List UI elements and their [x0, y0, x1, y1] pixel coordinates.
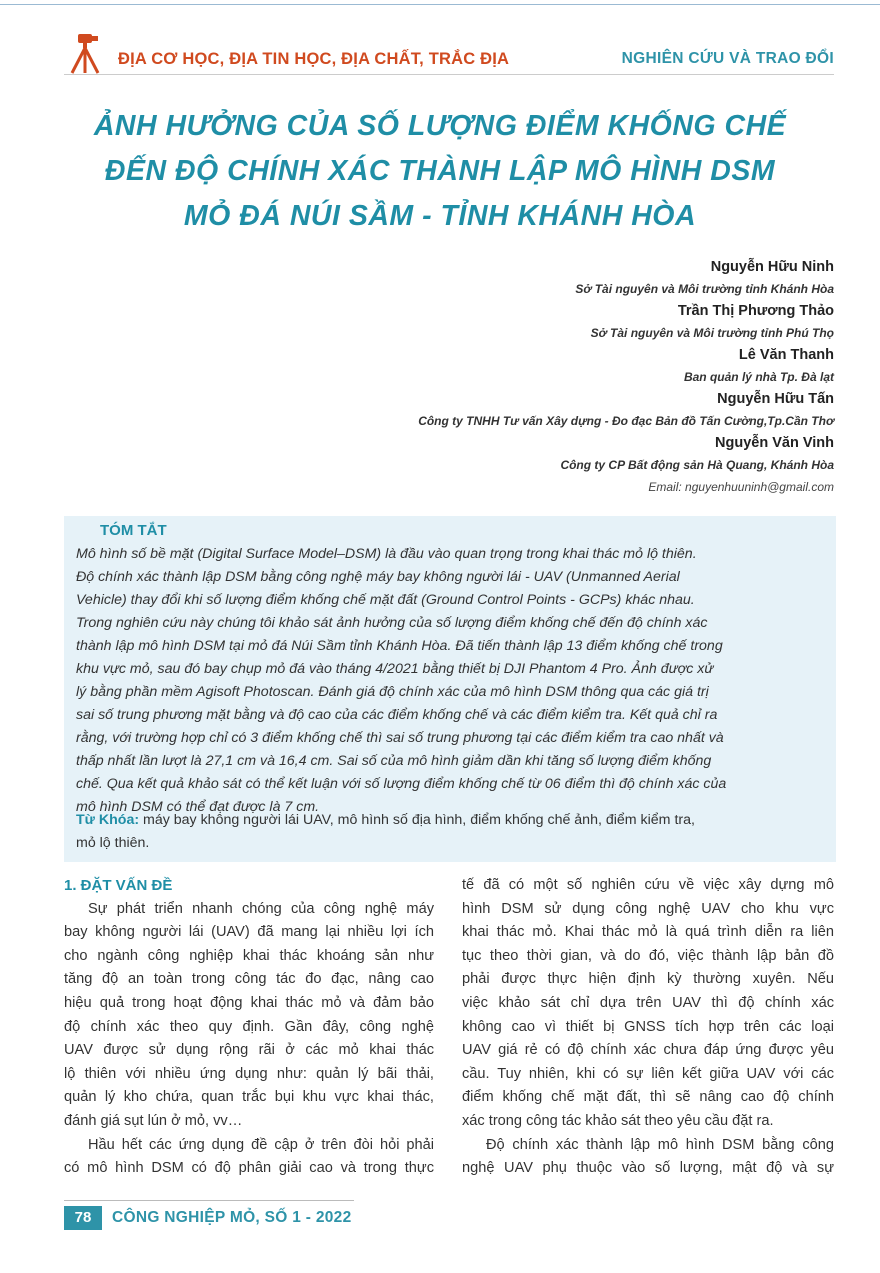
abstract-line: thấp nhất lần lượt là 27,1 cm và 16,4 cm. Sai số của mô hình giảm dần khi tăng số lượng điểm khống: [76, 753, 712, 769]
body-line: tục theo thời gian, và do đó, việc thành lập bản đồ: [462, 947, 834, 964]
abstract-text: [76, 543, 832, 819]
body-line: Hầu hết các ứng dụng đề cập ở trên đòi hỏi phải: [88, 1136, 434, 1153]
author-name: Trần Thị Phương Thảo: [677, 303, 834, 319]
page-number: 78: [64, 1206, 102, 1230]
header-divider: [64, 74, 834, 75]
keywords-text: máy bay không người lái UAV, mô hình số địa hình, điểm khống chế ảnh, điểm kiểm tra,: [139, 812, 695, 828]
body-line: điểm khống chế mặt đất, thì sẽ nâng cao độ chính: [462, 1089, 834, 1106]
author-name: Nguyễn Hữu Ninh: [710, 259, 834, 275]
body-line: hình DSM sử dụng công nghệ UAV cho khu vực: [462, 900, 834, 917]
author-name: Lê Văn Thanh: [738, 347, 834, 363]
journal-name: CÔNG NGHIỆP MỎ, SỐ 1 - 2022: [112, 1209, 352, 1226]
abstract-line: rằng, với trường hợp chỉ có 3 điểm khống chế thì sai số trung phương tại các điểm kiểm tra cao nhất và: [76, 730, 724, 746]
footer-divider: [64, 1200, 354, 1201]
abstract-heading: TÓM TẮT: [100, 522, 167, 539]
body-line: không cao vì thiết bị GNSS tích hợp trên các loại: [462, 1018, 834, 1035]
body-line: Sự phát triển nhanh chóng của công nghệ máy: [88, 900, 434, 917]
title-line: ẢNH HƯỞNG CỦA SỐ LƯỢNG ĐIỂM KHỐNG CHẾ: [93, 110, 787, 142]
abstract-line: thành lập mô hình DSM tại mỏ đá Núi Sầm tỉnh Khánh Hòa. Đã tiến thành lập 13 điểm khống chế trong: [76, 638, 723, 654]
body-line: tế đã có một số nghiên cứu về việc xây dựng mô: [462, 877, 834, 893]
abstract-line: Độ chính xác thành lập DSM bằng công nghệ máy bay không người lái - UAV (Unmanned Aerial: [76, 569, 680, 585]
body-line: hiệu quả trong hoạt động khai thác mỏ và đảm bảo: [64, 994, 434, 1011]
article-title: [40, 104, 840, 239]
body-line: việc khảo sát chỉ dựa trên UAV thì độ chính xác: [462, 994, 834, 1011]
keywords-label: Từ Khóa:: [76, 812, 140, 828]
abstract-line: mô hình DSM có thể đạt được là 7 cm.: [76, 799, 320, 815]
abstract-line: Mô hình số bề mặt (Digital Surface Model–DSM) là đầu vào quan trọng trong khai thác mỏ lộ thiên.: [76, 546, 697, 562]
body-line: tăng độ an toàn trong công tác đo đạc, nâng cao: [64, 971, 434, 988]
abstract-line: Vehicle) thay đổi khi số lượng điểm khống chế mặt đất (Ground Control Points - GCPs) khác nhau.: [76, 592, 695, 608]
section-type-label: NGHIÊN CỨU VÀ TRAO ĐỔI: [621, 50, 834, 67]
author-affiliation: Công ty TNHH Tư vấn Xây dựng - Đo đạc Bản đồ Tấn Cường,Tp.Cần Thơ: [418, 414, 834, 428]
abstract-line: chế. Qua kết quả khảo sát có thể kết luận với số lượng điểm khống chế từ 06 điểm thì độ chính xác của: [76, 776, 727, 792]
body-line: cầu. Tuy nhiên, khi có sự liên kết giữa UAV với các: [462, 1065, 834, 1082]
body-line: UAV giá rẻ có độ chính xác chưa đáp ứng được yêu: [462, 1042, 834, 1059]
body-line: quản lý kho chứa, quan trắc bụi khu vực khai thác,: [64, 1089, 434, 1106]
keywords: [76, 809, 832, 855]
body-line: cho ngành công nghiệp khai thác khoáng sản như: [64, 947, 434, 964]
body-column-right: [462, 874, 834, 1181]
body-line: nghệ UAV phụ thuộc vào số lượng, mật độ và sự: [462, 1160, 834, 1177]
body-line: bay không người lái (UAV) đã mang lại nhiều lợi ích: [64, 924, 434, 941]
abstract-line: khu vực mỏ, sau đó bay chụp mỏ đá vào tháng 4/2021 bằng thiết bị DJI Phantom 4 Pro. Ảnh được xử: [76, 661, 714, 677]
body-line: đánh giá sụt lún ở mỏ, vv…: [64, 1112, 243, 1129]
author-name: Nguyễn Văn Vinh: [715, 435, 834, 451]
section-category-label: ĐỊA CƠ HỌC, ĐỊA TIN HỌC, ĐỊA CHẤT, TRẮC ĐỊA: [118, 50, 510, 68]
author-email: Email: nguyenhuuninh@gmail.com: [648, 480, 834, 494]
abstract-line: lý bằng phần mềm Agisoft Photoscan. Đánh giá độ chính xác của mô hình DSM thông qua các giá trị: [76, 684, 709, 700]
author-list: [194, 256, 834, 498]
body-line: phải được thực hiện định kỳ thường xuyên. Nếu: [462, 971, 834, 988]
author-affiliation: Công ty CP Bất động sản Hà Quang, Khánh Hòa: [560, 458, 834, 472]
abstract-line: sai số trung phương mặt bằng và độ cao của các điểm khống chế và các điểm kiểm tra. Kết quả chỉ ra: [76, 707, 718, 723]
body-column-left: [64, 874, 434, 1181]
author-affiliation: Sở Tài nguyên và Môi trường tỉnh Phú Thọ: [590, 326, 834, 340]
body-line: Độ chính xác thành lập mô hình DSM bằng công: [486, 1136, 834, 1153]
title-line: ĐẾN ĐỘ CHÍNH XÁC THÀNH LẬP MÔ HÌNH DSM: [104, 155, 776, 187]
top-border-line: [0, 4, 880, 5]
title-line: MỎ ĐÁ NÚI SẦM - TỈNH KHÁNH HÒA: [183, 200, 697, 232]
section-heading: 1. ĐẶT VẤN ĐỀ: [64, 877, 173, 894]
abstract-line: Trong nghiên cứu này chúng tôi khảo sát ảnh hưởng của số lượng điểm khống chế đến độ chính xác: [76, 615, 708, 631]
body-line: có mô hình DSM có độ phân giải cao và trong thực: [64, 1160, 434, 1177]
body-line: khai thác mỏ. Khai thác mỏ là quá trình diễn ra liên: [462, 924, 834, 941]
body-line: lộ thiên với nhiều ứng dụng như: quản lý bãi thải,: [64, 1065, 434, 1082]
author-affiliation: Ban quản lý nhà Tp. Đà lạt: [683, 370, 834, 384]
author-affiliation: Sở Tài nguyên và Môi trường tỉnh Khánh Hòa: [575, 282, 834, 296]
body-line: UAV được sử dụng rộng rãi ở các mỏ khai thác: [64, 1042, 434, 1059]
author-name: Nguyễn Hữu Tấn: [717, 391, 834, 407]
surveying-tripod-icon: [64, 30, 110, 74]
body-line: độ chính xác theo quy định. Gần đây, công nghệ: [64, 1018, 434, 1035]
body-line: xác trong công tác khảo sát theo yêu cầu đặt ra.: [462, 1112, 774, 1129]
keywords-text: mỏ lộ thiên.: [76, 835, 150, 851]
